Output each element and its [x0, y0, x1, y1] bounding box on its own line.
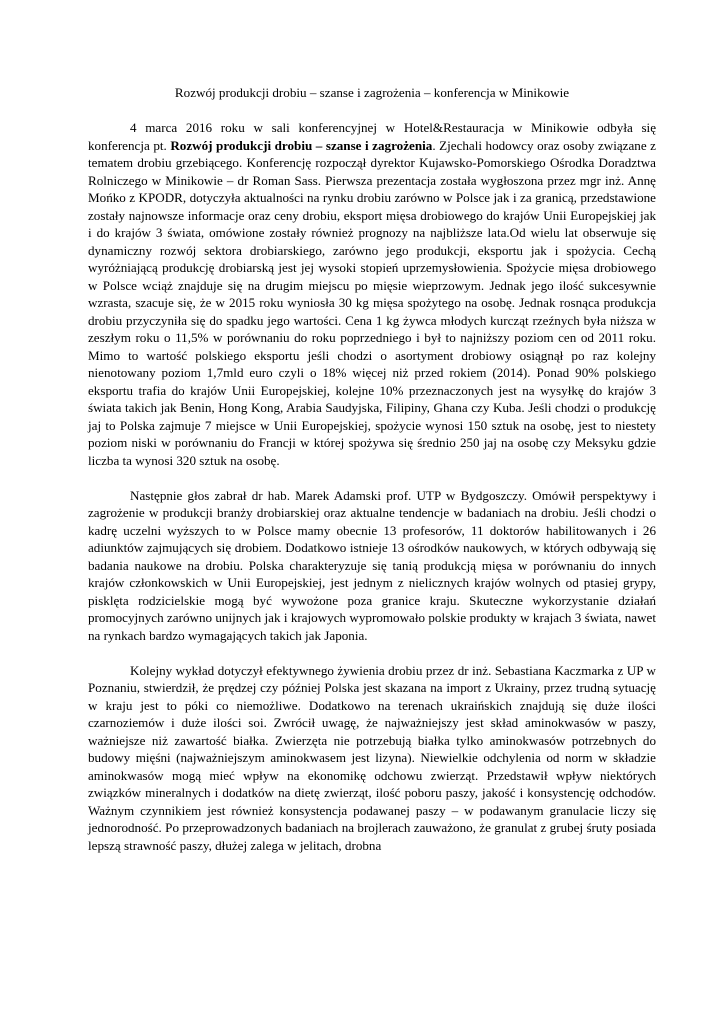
document-page [88, 84, 656, 872]
paragraph-1-intro: 4 marca 2016 roku w sali konferencyjnej w Hotel&Restauracja w Minikowie odbyła się konferencja pt. [88, 120, 656, 153]
document-title: Rozwój produkcji drobiu – szanse i zagrożenia – konferencja w Minikowie [174, 85, 570, 100]
paragraph-1-body: . Zjechali hodowcy oraz osoby związane z tematem drobiu grzebiącego. Konferencję rozpoczął dyrektor Kujawsko-Pomorskiego Ośrodka Doradztwa Rolniczego w Minikowie – dr Roman Sass. Pierwsza prezentacja została wygłoszona przez mgr inż. Annę Mońko z KPODR, dotyczyła aktualności na rynku drobiu zarówno w Polsce jak i za granicą, przedstawione zostały najnowsze informacje oraz ceny drobiu, eksport mięsa drobiowego do krajów Unii Europejskiej jak i do krajów 3 świata, omówione zostały również prognozy na najbliższe lata.Od wielu lat obserwuje się dynamiczny rozwój sektora drobiarskiego, zarówno jego produkcji, eksportu jak i spożycia. Cechą wyróżniającą produkcję drobiarską jest jej wysoki stopień uprzemysłowienia. Spożycie mięsa drobiowego w Polsce wciąż znajduje się na drugim miejscu po mięsie wieprzowym. Jednak jego ilość sukcesywnie wzrasta, szacuje się, że w 2015 roku wyniosła 30 kg mięsa spożytego na osobę. Jednak rosnąca produkcja drobiu przyczyniła się do spadku jego wartości. Cena 1 kg żywca młodych kurcząt rzeźnych była niższa w zeszłym roku o 11,5% w porównaniu do roku poprzedniego i był to najniższy poziom cen od 2011 roku. Mimo to wartość polskiego eksportu jeśli chodzi o asortyment drobiowy osiągnął po raz kolejny nienotowany poziom 1,7mld euro czyli o 18% więcej niż przed rokiem (2014). Ponad 90% polskiego eksportu trafia do krajów Unii Europejskiej, kolejne 10% przeznaczonych jest na wysyłkę do krajów 3 świata takich jak Benin, Hong Kong, Arabia Saudyjska, Filipiny, Ghana czy Kuba. Jeśli chodzi o produkcję jaj to Polska zajmuje 7 miejsce w Unii Europejskiej, spożycie wynosi 150 sztuk na osobę, jest to niestety poziom niski w porównaniu do Francji w której spożywa się średnio 250 jaj na osobę czy Meksyku gdzie liczba ta wynosi 320 sztuk na osobę. [88, 137, 656, 468]
paragraph-2: Następnie głos zabrał dr hab. Marek Adamski prof. UTP w Bydgoszczy. Omówił perspektywy i zagrożenie w produkcji branży drobiarskiej oraz aktualne tendencje w badaniach na drobiu. Jeśli chodzi o kadrę uczelni wyższych to w Polsce mamy obecnie 13 profesorów, 11 doktorów habilitowanych i 26 adiunktów zajmujących się drobiem. Dodatkowo istnieje 13 ośrodków naukowych, w których odbywają się badania naukowe na drobiu. Polska charakteryzuje się tanią produkcją mięsa w porównaniu do innych krajów członkowskich w Unii Europejskiej, jest jednym z nielicznych krajów wolnych od ptasiej grypy, pisklęta rodzicielskie mogą być wywożone poza granice kraju. Skuteczne wykorzystanie działań promocyjnych zarówno unijnych jak i krajowych wypromowało polskie produkty w krajach 3 świata, nawet na rynkach bardzo wymagających takich jak Japonia. [88, 487, 656, 643]
conference-name: Rozwój produkcji drobiu – szanse i zagrożenia [170, 137, 433, 153]
paragraph-1 [88, 119, 656, 469]
paragraph-3: Kolejny wykład dotyczył efektywnego żywienia drobiu przez dr inż. Sebastiana Kaczmarka z UP w Poznaniu, stwierdził, że prędzej czy później Polska jest skazana na import z Ukrainy, przez trudną sytuację w kraju jest to póki co niemożliwe. Dodatkowo na terenach ukraińskich znajdują się duże ilości czarnoziemów i duże ilości soi. Zwrócił uwagę, że najważniejszy jest skład aminokwasów w paszy, ważniejsze niż zawartość białka. Zwierzęta nie potrzebują białka tylko aminokwasów potrzebnych do budowy mięśni (najważniejszym aminokwasem jest lizyna). Niewielkie odchylenia od norm w składzie aminokwasów mogą mieć wpływ na ekonomikę odchowu zwierząt. Przedstawił wpływ niektórych związków mineralnych i dodatków na dietę zwierząt, ilość poboru paszy, jakość i konsystencję odchodów. Ważnym czynnikiem jest również konsystencja podawanej paszy – w podawanym granulacie liczy się jednorodność. Po przeprowadzonych badaniach na brojlerach zauważono, że granulat z grubej śruty posiada lepszą strawność paszy, dłużej zalega w jelitach, drobna [88, 662, 656, 853]
